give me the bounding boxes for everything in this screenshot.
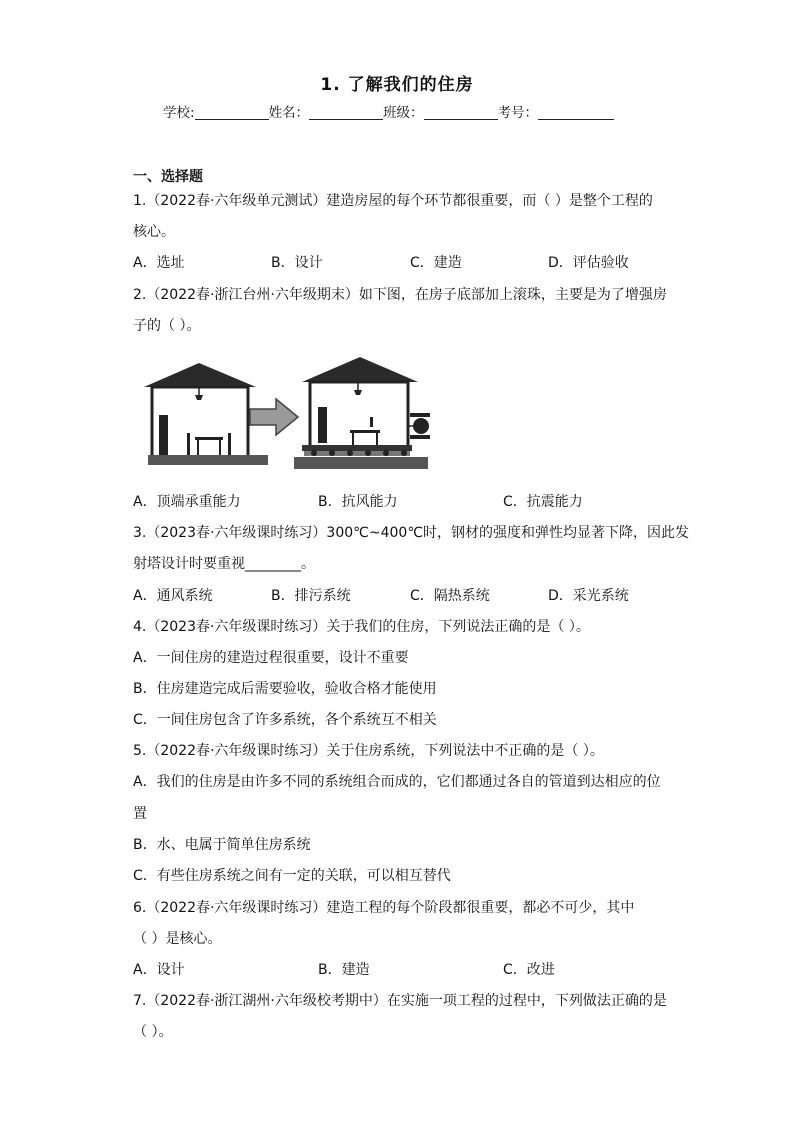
class-label: 班级： — [383, 105, 424, 121]
question-5-line-1: 5.（2022春·六年级课时练习）关于住房系统，下列说法中不正确的是（ ）。 — [133, 743, 604, 759]
page-title: 1. 了解我们的住房 — [320, 75, 474, 95]
student-info-row — [163, 101, 614, 121]
question-3-option-b[interactable]: B．排污系统 — [271, 588, 351, 604]
question-7-line-2: （ ）。 — [133, 1024, 173, 1040]
question-5-option-a-line-1[interactable]: A．我们的住房是由许多不同的系统组合而成的，它们都通过各自的管道到达相应的位 — [133, 774, 661, 790]
question-1-line-1: 1.（2022春·六年级单元测试）建造房屋的每个环节都很重要，而（ ）是整个工程的 — [133, 193, 653, 209]
question-2-line-1: 2.（2022春·浙江台州·六年级期末）如下图，在房子底部加上滚珠，主要是为了增强房 — [133, 287, 667, 303]
class-blank[interactable] — [424, 105, 498, 120]
question-2-option-b[interactable]: B．抗风能力 — [318, 494, 398, 510]
question-3-line-2: 射塔设计时要重视________。 — [133, 556, 315, 572]
question-6-line-2: （ ）是核心。 — [133, 931, 222, 947]
question-1-option-d[interactable]: D．评估验收 — [548, 255, 629, 271]
exam-number-blank[interactable] — [538, 105, 614, 120]
question-1-option-b[interactable]: B．设计 — [271, 255, 323, 271]
name-blank[interactable] — [309, 105, 383, 120]
name-label: 姓名： — [268, 105, 310, 121]
arrow-right-icon — [250, 399, 298, 435]
question-5-option-a-line-2[interactable]: 置 — [133, 806, 147, 822]
roller-detail-icon — [408, 413, 430, 439]
question-3-option-c[interactable]: C．隔热系统 — [410, 588, 490, 604]
question-1-option-c[interactable]: C．建造 — [410, 255, 462, 271]
question-4-option-a[interactable]: A．一间住房的建造过程很重要，设计不重要 — [133, 650, 409, 666]
question-5-option-c[interactable]: C．有些住房系统之间有一定的关联，可以相互替代 — [133, 868, 451, 884]
section-heading: 一、选择题 — [133, 169, 203, 185]
question-2-option-a[interactable]: A．顶端承重能力 — [133, 494, 241, 510]
question-6-option-a[interactable]: A．设计 — [133, 962, 185, 978]
question-1-option-a[interactable]: A．选址 — [133, 255, 185, 271]
question-4-option-c[interactable]: C．一间住房包含了许多系统，各个系统互不相关 — [133, 712, 437, 728]
question-4-line-1: 4.（2023春·六年级课时练习）关于我们的住房，下列说法正确的是（ ）。 — [133, 619, 590, 635]
question-6-option-c[interactable]: C．改进 — [503, 962, 555, 978]
question-3-option-a[interactable]: A．通风系统 — [133, 588, 213, 604]
school-label: 学校: — [163, 105, 195, 121]
question-2-option-c[interactable]: C．抗震能力 — [503, 494, 583, 510]
school-blank[interactable] — [195, 105, 269, 120]
house-after-image — [294, 357, 428, 469]
question-4-option-b[interactable]: B．住房建造完成后需要验收，验收合格才能使用 — [133, 681, 437, 697]
question-2-line-2: 子的（ ）。 — [133, 318, 201, 334]
question-1-line-2: 核心。 — [133, 224, 175, 240]
question-3-line-1: 3.（2023春·六年级课时练习）300℃~400℃时，钢材的强度和弹性均显著下降，因此发 — [133, 525, 690, 541]
question-6-option-b[interactable]: B．建造 — [318, 962, 370, 978]
question-6-line-1: 6.（2022春·六年级课时练习）建造工程的每个阶段都很重要，都必不可少，其中 — [133, 900, 635, 916]
house-rollers-figure — [142, 355, 432, 475]
question-7-line-1: 7.（2022春·浙江湖州·六年级校考期中）在实施一项工程的过程中，下列做法正确的是 — [133, 993, 667, 1009]
exam-number-label: 考号： — [497, 105, 539, 121]
question-5-option-b[interactable]: B．水、电属于简单住房系统 — [133, 837, 311, 853]
question-3-option-d[interactable]: D．采光系统 — [548, 588, 629, 604]
